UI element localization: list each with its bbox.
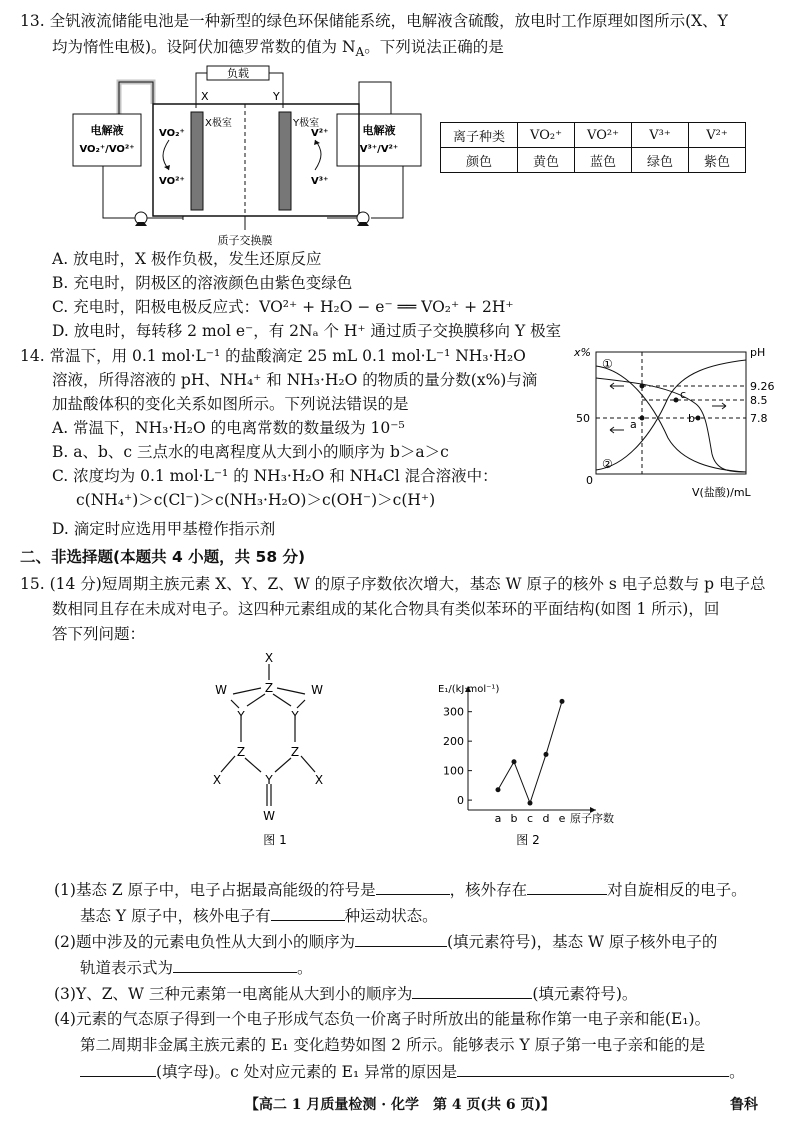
left-top-ion: VO₂⁺ (159, 128, 185, 139)
q15-part4-line2: 第二周期非金属主族元素的 E₁ 变化趋势如图 2 所示。能够表示 Y 原子第一电子亲和能的是 (80, 1036, 706, 1054)
footer-tag: 鲁科 (730, 1097, 758, 1113)
x-tick-label: d (542, 812, 550, 825)
page-footer: 【高二 1 月质量检测 · 化学 第 4 页(共 6 页)】 (244, 1097, 556, 1113)
origin-label: 0 (586, 474, 593, 487)
table-cell: V²⁺ (689, 123, 746, 148)
atom-label: Z (264, 681, 274, 695)
q15-stem-line3: 答下列问题： (52, 625, 146, 643)
answer-blank[interactable] (412, 984, 532, 999)
load-label: 负载 (227, 67, 249, 80)
q13-option-d: D. 放电时，每转移 2 mol e⁻，有 2Nₐ 个 H⁺ 通过质子交换膜移向 Y 极室 (52, 322, 562, 340)
right-tank-label: 电解液 (362, 124, 396, 137)
q14-stem-line1: 14. 常温下，用 0.1 mol·L⁻¹ 的盐酸滴定 25 mL 0.1 mol·L⁻¹ NH₃·H₂O (20, 347, 526, 365)
ph-tick-2: 8.5 (750, 394, 768, 407)
q15-part2-line2: 轨道表示式为 。 (80, 959, 313, 977)
y50-tick: 50 (576, 412, 590, 425)
q15-part1-line1: (1)基态 Z 原子中，电子占据最高能级的符号是 ，核外存在 对自旋相反的电子。 (54, 881, 747, 899)
ph-tick-3: 7.8 (750, 412, 768, 425)
q15-part2-line1: (2)题中涉及的元素电负性从大到小的顺序为 (填元素符号)，基态 W 原子核外电子的 (54, 933, 718, 951)
figure-1-structure (195, 648, 355, 848)
atom-label: X (212, 773, 222, 787)
membrane-label: 质子交换膜 (217, 234, 273, 247)
q14-stem-line2: 溶液，所得溶液的 pH、NH₄⁺ 和 NH₃·H₂O 的物质的量分数(x%)与滴 (52, 371, 538, 389)
ion-color-table (440, 122, 746, 173)
x-tick-label: c (526, 812, 534, 825)
y-tick-label: 200 (443, 735, 464, 749)
q14-option-d: D. 滴定时应选用甲基橙作指示剂 (52, 520, 276, 538)
titration-graph (572, 342, 792, 502)
answer-blank[interactable] (173, 958, 297, 973)
data-point (528, 801, 533, 806)
figure-2-chart (428, 680, 628, 850)
data-point (512, 759, 517, 764)
q13-option-b: B. 充电时，阴极区的溶液颜色由紫色变绿色 (52, 274, 353, 292)
table-cell: 离子种类 (441, 123, 518, 148)
y-chamber-label: Y极室 (293, 118, 320, 129)
atom-label: Z (236, 745, 246, 759)
q13-option-a: A. 放电时，X 极作负极，发生还原反应 (52, 250, 322, 268)
q14-option-b: B. a、b、c 三点水的电离程度从大到小的顺序为 b＞a＞c (52, 443, 449, 461)
q15-stem-line2: 数相同且存在未成对电子。这四种元素组成的某化合物具有类似苯环的平面结构(如图 1 所示)，回 (52, 600, 720, 618)
graph-y-left-label: x% (574, 346, 591, 359)
atom-label: Y (265, 773, 273, 787)
right-bottom-ion: V³⁺ (311, 176, 329, 187)
q15-stem-line1: 15. (14 分)短周期主族元素 X、Y、Z、W 的原子序数依次增大，基态 W 原子的核外 s 电子总数与 p 电子总 (20, 575, 766, 593)
q13-option-c: C. 充电时，阳极电极反应式：VO²⁺ + H₂O − e⁻ ══ VO₂⁺ + 2H⁺ (52, 298, 514, 316)
table-cell: V³⁺ (632, 123, 689, 148)
point-a-label: a (630, 418, 637, 431)
x-chamber-label: X极室 (205, 118, 232, 129)
table-row (441, 148, 746, 173)
atom-label: X (264, 651, 274, 665)
q15-part1-line2: 基态 Y 原子中，核外电子有 种运动状态。 (80, 907, 438, 925)
data-point (496, 787, 501, 792)
q15-part4-line1: (4)元素的气态原子得到一个电子形成气态负一价离子时所放出的能量称作第一电子亲和能(E₁)。 (54, 1010, 711, 1028)
right-top-ion: V²⁺ (311, 128, 329, 139)
graph-x-label: V(盐酸)/mL (692, 486, 751, 499)
table-row (441, 123, 746, 148)
right-tank-ions: V³⁺/V²⁺ (359, 144, 399, 155)
answer-blank[interactable] (355, 932, 447, 947)
point-c-label: c (680, 388, 687, 401)
q13-stem-line2: 均为惰性电极)。设阿伏加德罗常数的值为 $N_A$。下列说法正确的是 (52, 38, 504, 60)
atom-label: Y (237, 709, 245, 723)
q14-option-a: A. 常温下，NH₃·H₂O 的电离常数的数量级为 10⁻⁵ (52, 419, 405, 437)
y-tick-label: 100 (443, 764, 464, 778)
section-heading: 二、非选择题(本题共 4 小题，共 58 分) (20, 548, 306, 566)
table-cell: 蓝色 (575, 148, 632, 173)
table-cell: VO²⁺ (575, 123, 632, 148)
series-line (498, 701, 562, 803)
answer-blank[interactable] (457, 1062, 729, 1077)
x-tick-label: b (510, 812, 518, 825)
table-cell: 绿色 (632, 148, 689, 173)
answer-blank[interactable] (376, 880, 450, 895)
table-cell: 紫色 (689, 148, 746, 173)
atom-label: W (311, 683, 323, 697)
fig2-ylabel: E₁/(kJ·mol⁻¹) (438, 684, 500, 695)
graph-y-right-label: pH (750, 346, 766, 359)
atom-label: Z (290, 745, 300, 759)
q14-stem-line3: 加盐酸体积的变化关系如图所示。下列说法错误的是 (52, 395, 409, 413)
figure-2-caption: 图 2 (516, 833, 540, 847)
atom-label: W (215, 683, 227, 697)
curve-2-label: ② (602, 457, 613, 471)
y-terminal-label: Y (273, 90, 280, 103)
table-cell: 颜色 (441, 148, 518, 173)
flow-battery-diagram (65, 62, 425, 262)
atom-label: Y (291, 709, 299, 723)
table-cell: VO₂⁺ (518, 123, 575, 148)
fig2-xlabel: 原子序数 (570, 812, 614, 825)
answer-blank[interactable] (80, 1062, 156, 1077)
left-tank-ions: VO₂⁺/VO²⁺ (79, 144, 135, 155)
x-tick-label: a (494, 812, 502, 825)
curve-1-label: ① (602, 357, 613, 371)
ph-tick-1: 9.26 (750, 380, 775, 393)
q14-option-c: C. 浓度均为 0.1 mol·L⁻¹ 的 NH₃·H₂O 和 NH₄Cl 混合溶液中： (52, 467, 498, 485)
q15-part3: (3)Y、Z、W 三种元素第一电离能从大到小的顺序为 (填元素符号)。 (54, 985, 638, 1003)
atom-label: X (314, 773, 324, 787)
x-tick-label: e (558, 812, 566, 825)
q14-option-c-ineq: c(NH₄⁺)＞c(Cl⁻)＞c(NH₃·H₂O)＞c(OH⁻)＞c(H⁺) (76, 491, 436, 509)
data-point (544, 752, 549, 757)
y-tick-label: 0 (457, 794, 464, 808)
q13-stem-line1: 13. 全钒液流储能电池是一种新型的绿色环保储能系统，电解液含硫酸，放电时工作原理如图所示(X、Y (20, 12, 728, 30)
x-terminal-label: X (201, 90, 209, 103)
table-cell: 黄色 (518, 148, 575, 173)
answer-blank[interactable] (271, 906, 345, 921)
answer-blank[interactable] (527, 880, 607, 895)
q15-part4-line3: (填字母)。c 处对应元素的 E₁ 异常的原因是 。 (80, 1062, 745, 1082)
left-tank-label: 电解液 (90, 124, 124, 137)
left-bottom-ion: VO²⁺ (159, 176, 185, 187)
atom-label: W (263, 809, 275, 823)
data-point (560, 699, 565, 704)
y-tick-label: 300 (443, 705, 464, 719)
point-b-label: b (688, 412, 695, 425)
figure-1-caption: 图 1 (263, 833, 287, 847)
